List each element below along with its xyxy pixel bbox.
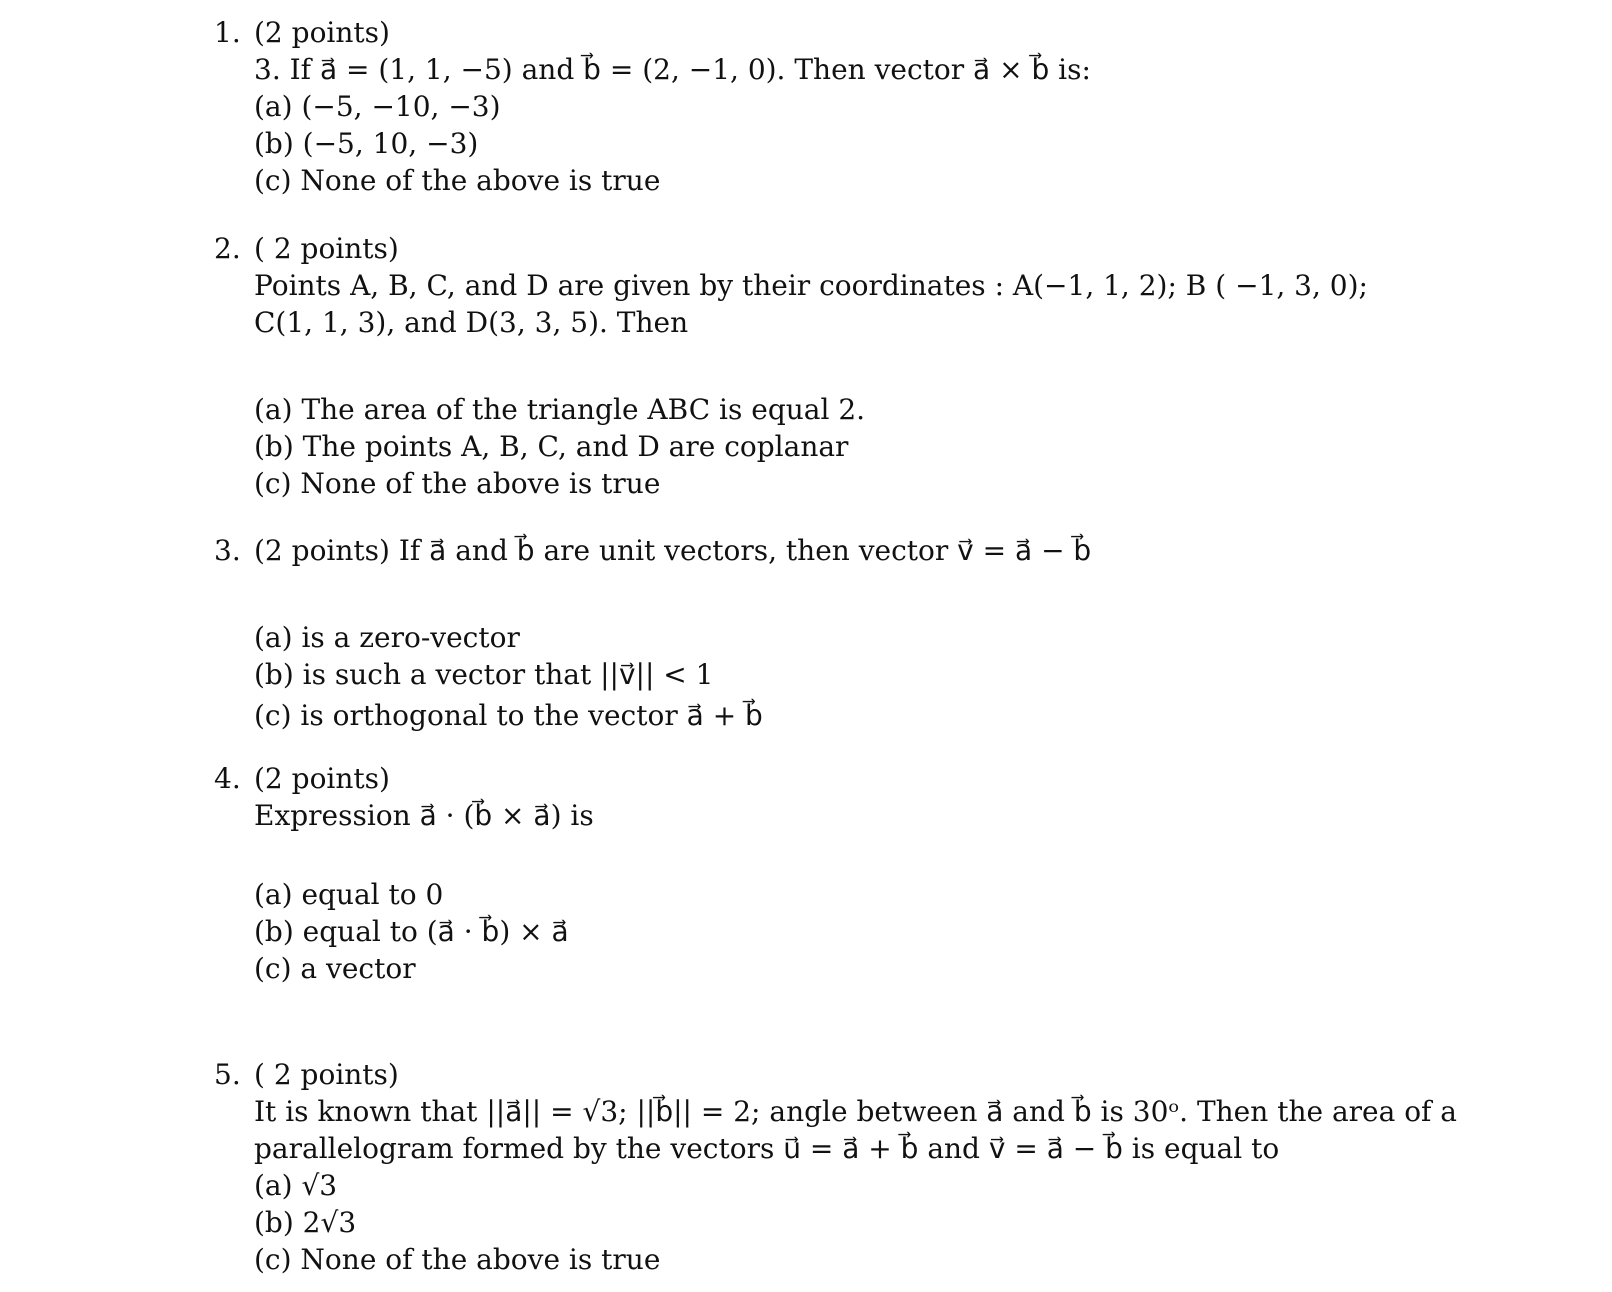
question-header: [214, 532, 1534, 569]
option-c: (c) a vector: [254, 952, 416, 985]
option-a: (a) The area of the triangle ABC is equal 2.: [254, 393, 866, 426]
spacer: [214, 834, 1534, 876]
question-number: 2.: [214, 232, 241, 265]
question-number: 4.: [214, 762, 241, 795]
option-b: (b) equal to (a⃗ · b⃗) × a⃗: [254, 915, 569, 948]
question-points: (2 points): [254, 16, 390, 49]
question-number: 1.: [214, 16, 241, 49]
question-points: ( 2 points): [254, 232, 399, 265]
question-points: (2 points) If a⃗ and b⃗ are unit vectors, then vector v⃗ = a⃗ − b⃗: [254, 534, 1092, 567]
option-a: (a) equal to 0: [254, 878, 444, 911]
question-1: [214, 14, 1534, 199]
option-a: (a) √3: [254, 1169, 338, 1202]
question-header: [214, 14, 1534, 51]
option-b: (b) is such a vector that ||v⃗|| < 1: [254, 658, 714, 691]
option-b: (b) 2√3: [254, 1206, 357, 1239]
question-3: [214, 532, 1534, 734]
option-c: (c) None of the above is true: [254, 164, 661, 197]
question-5: [214, 1056, 1534, 1278]
question-2: [214, 230, 1534, 502]
option-a: (a) (−5, −10, −3): [254, 90, 501, 123]
question-number: 3.: [214, 534, 241, 567]
question-prompt: It is known that ||a⃗|| = √3; ||b⃗|| = 2; angle between a⃗ and b⃗ is 30ᵒ. Then the area of a: [254, 1095, 1458, 1128]
question-prompt: Points A, B, C, and D are given by their coordinates : A(−1, 1, 2); B ( −1, 3, 0);: [254, 269, 1368, 302]
question-header: [214, 1056, 1534, 1093]
question-header: [214, 760, 1534, 797]
question-prompt: C(1, 1, 3), and D(3, 3, 5). Then: [254, 306, 689, 339]
question-4: [214, 760, 1534, 987]
question-prompt: 3. If a⃗ = (1, 1, −5) and b⃗ = (2, −1, 0). Then vector a⃗ × b⃗ is:: [254, 53, 1091, 86]
question-prompt: Expression a⃗ · (b⃗ × a⃗) is: [254, 799, 594, 832]
option-b: (b) The points A, B, C, and D are coplanar: [254, 430, 849, 463]
option-c: (c) None of the above is true: [254, 467, 661, 500]
option-c: (c) None of the above is true: [254, 1243, 661, 1276]
question-points: (2 points): [254, 762, 390, 795]
question-points: ( 2 points): [254, 1058, 399, 1091]
spacer: [214, 341, 1534, 391]
option-a: (a) is a zero-vector: [254, 621, 520, 654]
question-prompt: parallelogram formed by the vectors u⃗ = a⃗ + b⃗ and v⃗ = a⃗ − b⃗ is equal to: [254, 1132, 1280, 1165]
option-b: (b) (−5, 10, −3): [254, 127, 479, 160]
option-c: (c) is orthogonal to the vector a⃗ + b⃗: [254, 699, 763, 732]
question-number: 5.: [214, 1058, 241, 1091]
spacer: [214, 569, 1534, 619]
question-header: [214, 230, 1534, 267]
